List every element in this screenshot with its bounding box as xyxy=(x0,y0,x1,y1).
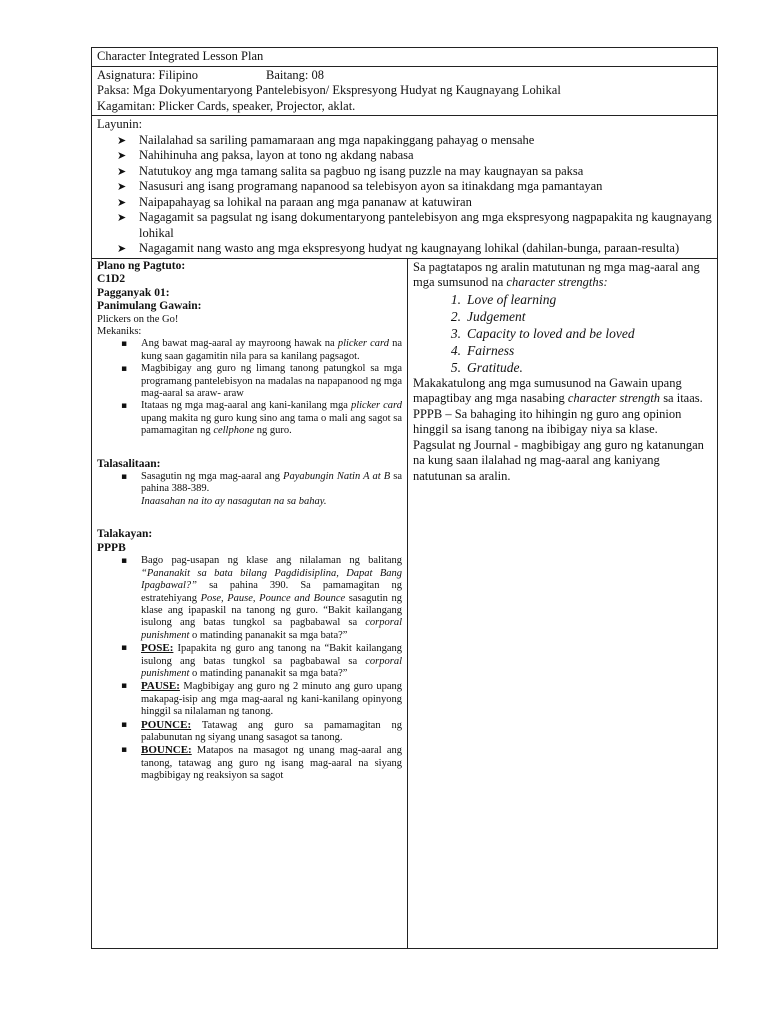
subject-grade-line xyxy=(97,68,712,84)
mechanics-item: ▪ Ang bawat mag-aaral ay mayroong hawak na plicker card na kung saan gagamitin nila para sa kanilang pagsagot. xyxy=(121,338,402,363)
mechanics-item: ▪ Magbibigay ang guro ng limang tanong patungkol sa mga programang pantelebisyon na madalas na napapanood ng mga mag-aaral sa araw- araw xyxy=(121,363,402,400)
objective-item: ➤ Nagagamit sa pagsulat ng isang dokumentaryong pantelebisyon ang mga ekspresyong nagpapakita ng kaugnayang lohikal xyxy=(117,210,712,241)
topic-line: Paksa: Mga Dokyumentaryong Pantelebisyon/ Ekspresyong Hudyat ng Kaugnayang Lohikal xyxy=(97,83,561,97)
lesson-plan-table xyxy=(91,47,718,949)
grade-label: Baitang: 08 xyxy=(266,67,325,82)
strength-item: 3. Capacity to loved and be loved xyxy=(450,325,635,341)
objective-item: ➤ Nagagamit nang wasto ang mga ekspresyong hudyat ng kaugnayang lohikal (dahilan-bunga, paraan-resulta) xyxy=(117,241,712,257)
bounce-item: ▪ BOUNCE: Matapos na masagot ng unang mag-aaral ang tanong, tatawag ang guro ng isang mag-aaral na siyang magbibigay ng reaksiyon sa sagot xyxy=(121,744,402,782)
info-row xyxy=(92,67,717,117)
plan-code: C1D2 xyxy=(97,273,126,285)
objective-item: ➤ Nasusuri ang isang programang napanood sa telebisyon ayon sa itinakdang mga pamantayan xyxy=(117,179,712,195)
initial-activity-heading: Panimulang Gawain: xyxy=(97,300,202,312)
strength-item: 5. Gratitude. xyxy=(450,359,523,375)
pounce-item: ▪ POUNCE: Tatawag ang guro sa pamamagitan ng palabunutan ng siyang unang sasagot sa tanong. xyxy=(121,719,402,745)
activities-paragraph: Makakatulong ang mga sumusunod na Gawain upang mapagtibay ang mga nasabing character strength sa itaas. xyxy=(413,375,703,405)
discussion-item: ▪ Bago pag-usapan ng klase ang nilalaman ng balitang “Pananakit sa bata bilang Pagdidisiplina, Dapat Bang Ipagbawal?” sa pahina 390. Sa pamamagitan ng estratehiyang Pose, Pause, Pounce and Bounce sasagutin ng klase ang ipapaskil na tanong ng guro. “Bakit kailangang isulong ang batas tungkol sa pagbabawal sa corporal punishment o matinding pananakit sa mga bata?” xyxy=(121,555,402,642)
motivation-heading: Pagganyak 01: xyxy=(97,286,170,299)
activity-name: Plickers on the Go! xyxy=(97,313,179,325)
objectives-heading: Layunin: xyxy=(97,117,143,131)
vocabulary-heading: Talasalitaan: xyxy=(97,457,161,470)
strength-item: 4. Fairness xyxy=(450,342,515,358)
doc-title: Character Integrated Lesson Plan xyxy=(97,49,264,63)
vocabulary-note: Inaasahan na ito ay nasagutan na sa bahay. xyxy=(141,495,327,507)
objectives-row xyxy=(92,116,717,259)
strength-item: 2. Judgement xyxy=(450,308,526,324)
body-columns xyxy=(92,259,717,948)
materials-line: Kagamitan: Plicker Cards, speaker, Projector, aklat. xyxy=(97,98,356,113)
pause-item: ▪ PAUSE: Magbibigay ang guro ng 2 minuto ang guro upang makapag-isip ang mga mag-aaral ng kani-kanilang opinyong hinggil sa nilalaman ng tanong. xyxy=(121,680,402,718)
left-column xyxy=(92,259,408,948)
journal-paragraph: Pagsulat ng Journal - magbibigay ang guro ng katanungan na kung saan ilalahad ng mag-aaral ang kaniyang natutunan sa aralin. xyxy=(413,437,704,483)
character-strengths-list xyxy=(413,291,712,376)
objective-item: ➤ Nahihinuha ang paksa, layon at tono ng akdang nabasa xyxy=(117,148,712,164)
strength-item: 1. Love of learning xyxy=(450,291,557,307)
right-column xyxy=(408,259,717,948)
pppb-heading: PPPB xyxy=(97,541,126,554)
mechanics-label: Mekaniks: xyxy=(97,325,142,337)
pose-item: ▪ POSE: Ipapakita ng guro ang tanong na “Bakit kailangang isulong ang batas tungkol sa pagbabawal sa corporal punishment o matinding pananakit sa mga bata?” xyxy=(121,642,402,680)
title-row xyxy=(92,48,717,67)
vocabulary-item: ▪ Sasagutin ng mga mag-aaral ang Payabungin Natin A at B sa pahina 388-389. xyxy=(121,471,402,496)
vocabulary-list xyxy=(97,471,402,496)
strengths-intro: Sa pagtatapos ng aralin matutunan ng mga mag-aaral ang mga sumsunod na character strengths: xyxy=(413,259,700,289)
plan-heading: Plano ng Pagtuto: xyxy=(97,259,186,272)
mechanics-list xyxy=(97,338,402,437)
discussion-list xyxy=(97,555,402,782)
objective-item: ➤ Natutukoy ang mga tamang salita sa pagbuo ng isang puzzle na may kaugnayan sa paksa xyxy=(117,164,712,180)
subject-label: Asignatura: Filipino xyxy=(97,67,199,82)
objective-item: ➤ Nailalahad sa sariling pamamaraan ang mga napakinggang pahayag o mensahe xyxy=(117,133,712,149)
objectives-list xyxy=(97,133,712,257)
discussion-heading: Talakayan: xyxy=(97,528,153,541)
mechanics-item: ▪ Itataas ng mga mag-aaral ang kani-kanilang mga plicker card upang makita ng guro kung sino ang tama o mali ang sagot sa pamamagitan ng cellphone ng guro. xyxy=(121,400,402,437)
objective-item: ➤ Naipapahayag sa lohikal na paraan ang mga pananaw at katuwiran xyxy=(117,195,712,211)
pppb-paragraph: PPPB – Sa bahaging ito hihingin ng guro ang opinion hinggil sa isang tanong na ibibigay niya sa klase. xyxy=(413,406,682,436)
